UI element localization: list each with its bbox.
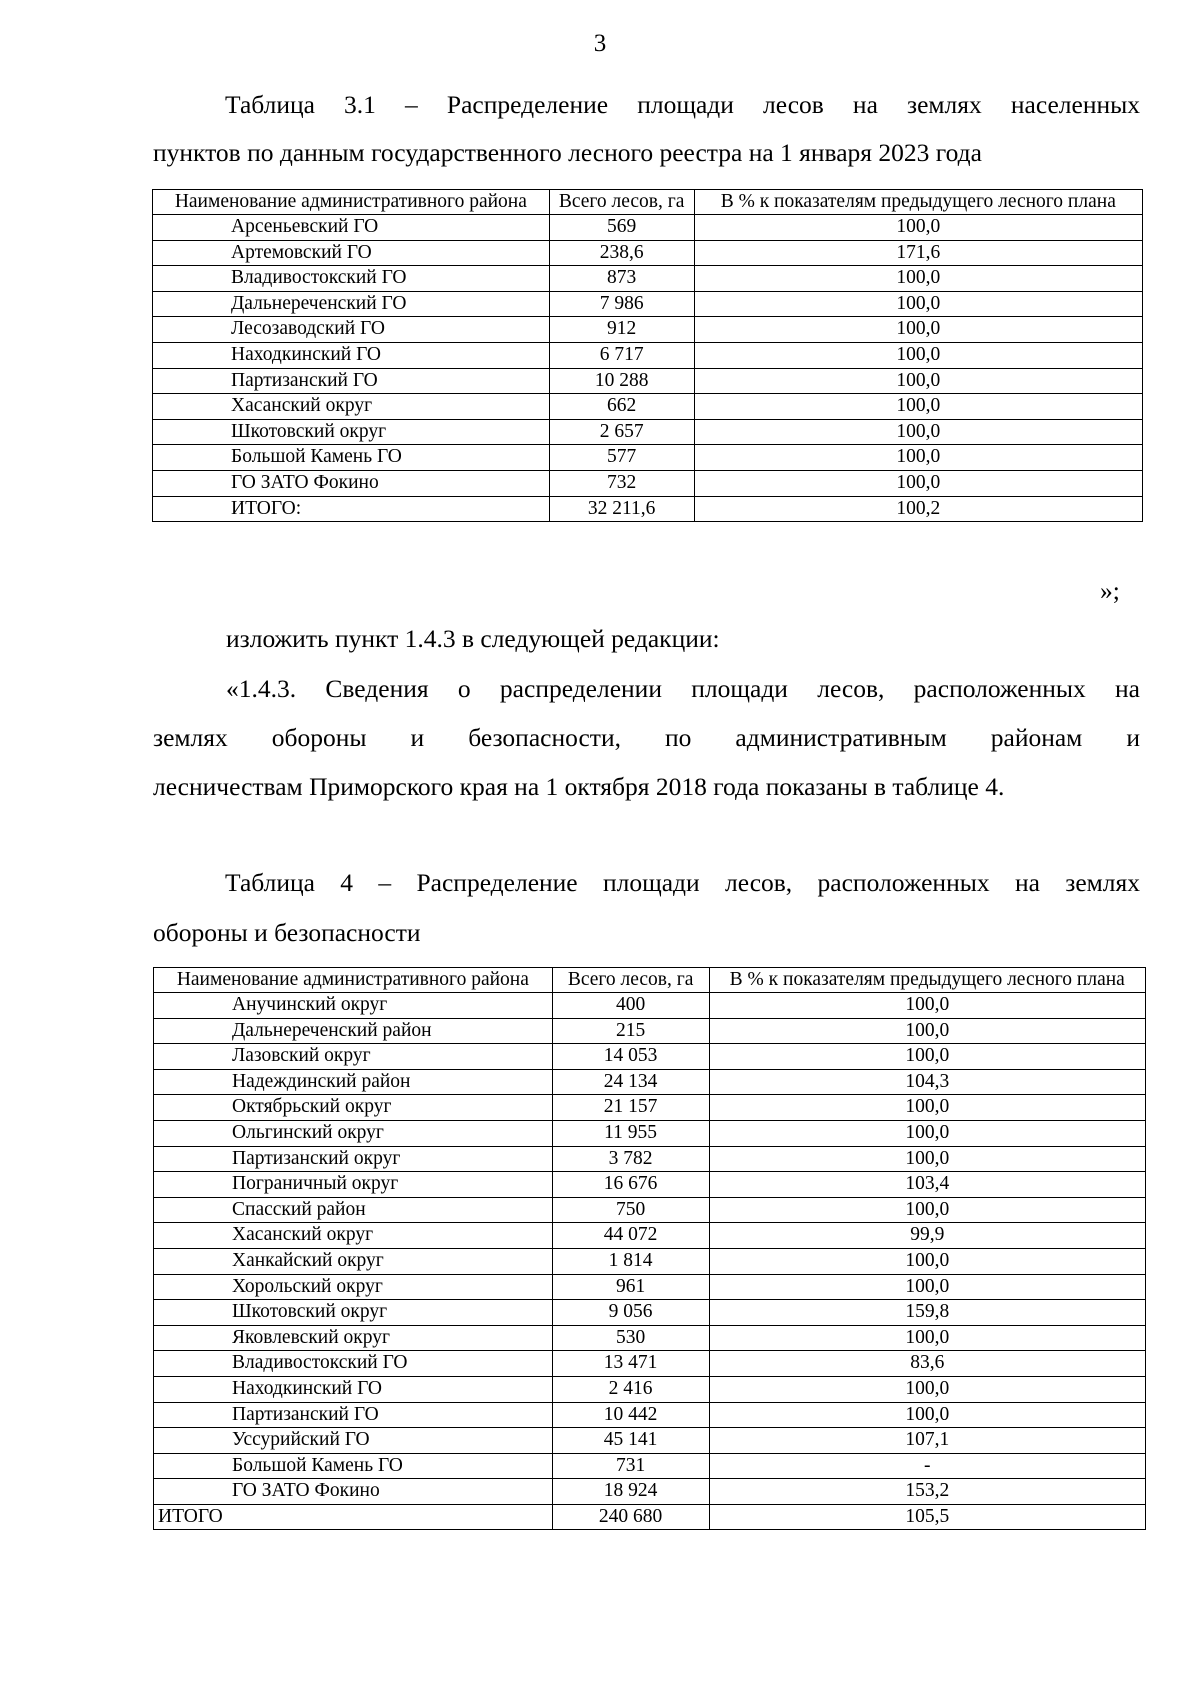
table-row <box>153 215 1143 241</box>
row-total: 912 <box>549 317 694 343</box>
table4-header-pct: В % к показателям предыдущего лесного плана <box>709 968 1145 993</box>
row-pct: 100,0 <box>694 215 1142 241</box>
table-3-1 <box>152 189 1143 522</box>
row-name: ИТОГО: <box>153 496 550 522</box>
row-total: 873 <box>549 266 694 292</box>
row-total: 32 211,6 <box>549 496 694 522</box>
row-pct: 107,1 <box>709 1428 1145 1454</box>
table-row <box>154 1300 1146 1326</box>
row-pct: 100,0 <box>694 445 1142 471</box>
table-row <box>153 240 1143 266</box>
instruction-text: изложить пункт 1.4.3 в следующей редакции: <box>226 624 720 653</box>
row-pct: 105,5 <box>709 1504 1145 1530</box>
row-name: Арсеньевский ГО <box>153 215 550 241</box>
row-pct: 153,2 <box>709 1479 1145 1505</box>
row-total: 44 072 <box>552 1223 709 1249</box>
row-pct: 100,0 <box>709 1248 1145 1274</box>
row-pct: 100,0 <box>709 1197 1145 1223</box>
table-row <box>154 1044 1146 1070</box>
row-total: 11 955 <box>552 1120 709 1146</box>
row-pct: 100,0 <box>709 1018 1145 1044</box>
row-name: Партизанский округ <box>154 1146 553 1172</box>
table-row <box>154 1120 1146 1146</box>
table-row <box>154 1428 1146 1454</box>
table-row <box>154 1479 1146 1505</box>
row-name: Хорольский округ <box>154 1274 553 1300</box>
table-row <box>153 368 1143 394</box>
row-name: Владивостокский ГО <box>153 266 550 292</box>
table31-header-name: Наименование административного района <box>153 190 550 215</box>
row-total: 215 <box>552 1018 709 1044</box>
row-pct: 100,0 <box>694 342 1142 368</box>
table-row <box>153 317 1143 343</box>
row-pct: - <box>709 1453 1145 1479</box>
row-total: 18 924 <box>552 1479 709 1505</box>
row-pct: 100,0 <box>694 470 1142 496</box>
row-name: Находкинский ГО <box>153 342 550 368</box>
table-total-row <box>154 1504 1146 1530</box>
row-pct: 100,0 <box>709 1376 1145 1402</box>
row-pct: 103,4 <box>709 1172 1145 1198</box>
row-name: Владивостокский ГО <box>154 1351 553 1377</box>
table-row <box>154 1197 1146 1223</box>
row-total: 7 986 <box>549 291 694 317</box>
row-pct: 100,0 <box>709 1120 1145 1146</box>
table4-caption-line2: обороны и безопасности <box>153 918 421 947</box>
row-name: Дальнереченский ГО <box>153 291 550 317</box>
table-row <box>153 470 1143 496</box>
row-total: 45 141 <box>552 1428 709 1454</box>
row-total: 400 <box>552 993 709 1019</box>
table-row <box>154 1146 1146 1172</box>
table-row <box>154 1223 1146 1249</box>
row-total: 1 814 <box>552 1248 709 1274</box>
table-row <box>154 1095 1146 1121</box>
row-total: 662 <box>549 394 694 420</box>
row-name: Октябрьский округ <box>154 1095 553 1121</box>
table-total-row <box>153 496 1143 522</box>
row-total: 6 717 <box>549 342 694 368</box>
row-name: ГО ЗАТО Фокино <box>154 1479 553 1505</box>
table-row <box>153 266 1143 292</box>
row-total: 732 <box>549 470 694 496</box>
row-pct: 100,0 <box>694 291 1142 317</box>
table-row <box>153 445 1143 471</box>
row-pct: 100,0 <box>694 317 1142 343</box>
row-total: 530 <box>552 1325 709 1351</box>
row-total: 569 <box>549 215 694 241</box>
row-total: 2 416 <box>552 1376 709 1402</box>
row-total: 10 442 <box>552 1402 709 1428</box>
row-name: Партизанский ГО <box>153 368 550 394</box>
table-row <box>153 394 1143 420</box>
row-name: Ольгинский округ <box>154 1120 553 1146</box>
row-pct: 100,0 <box>709 1095 1145 1121</box>
table4-header-name: Наименование административного района <box>154 968 553 993</box>
row-name: Находкинский ГО <box>154 1376 553 1402</box>
row-total: 9 056 <box>552 1300 709 1326</box>
row-total: 750 <box>552 1197 709 1223</box>
table-row <box>154 1402 1146 1428</box>
row-total: 961 <box>552 1274 709 1300</box>
row-name: Пограничный округ <box>154 1172 553 1198</box>
table-row <box>154 1069 1146 1095</box>
table4-header-total: Всего лесов, га <box>552 968 709 993</box>
row-pct: 83,6 <box>709 1351 1145 1377</box>
row-total: 240 680 <box>552 1504 709 1530</box>
row-pct: 100,0 <box>694 368 1142 394</box>
table-row <box>154 1325 1146 1351</box>
row-name: ИТОГО <box>154 1504 553 1530</box>
row-name: Шкотовский округ <box>154 1300 553 1326</box>
row-pct: 99,9 <box>709 1223 1145 1249</box>
row-pct: 104,3 <box>709 1069 1145 1095</box>
row-name: Дальнереченский район <box>154 1018 553 1044</box>
table31-caption-line1: Таблица 3.1 – Распределение площади лесов на землях населенных <box>225 90 1140 119</box>
row-pct: 100,0 <box>709 1325 1145 1351</box>
page-number: 3 <box>593 30 607 57</box>
row-name: Большой Камень ГО <box>153 445 550 471</box>
row-pct: 100,2 <box>694 496 1142 522</box>
table-row <box>154 1351 1146 1377</box>
row-total: 21 157 <box>552 1095 709 1121</box>
table-row <box>153 291 1143 317</box>
row-total: 2 657 <box>549 419 694 445</box>
row-pct: 100,0 <box>709 1146 1145 1172</box>
table-4 <box>153 967 1146 1530</box>
table31-caption-line2: пунктов по данным государственного лесного реестра на 1 января 2023 года <box>153 138 982 167</box>
row-name: Ханкайский округ <box>154 1248 553 1274</box>
row-pct: 100,0 <box>709 1044 1145 1070</box>
row-total: 238,6 <box>549 240 694 266</box>
row-name: Анучинский округ <box>154 993 553 1019</box>
section-143-line3: лесничествам Приморского края на 1 октября 2018 года показаны в таблице 4. <box>153 772 1005 801</box>
row-name: Уссурийский ГО <box>154 1428 553 1454</box>
row-name: Лазовский округ <box>154 1044 553 1070</box>
closing-quote: »; <box>1100 576 1120 605</box>
row-name: Хасанский округ <box>153 394 550 420</box>
section-143-line1: «1.4.3. Сведения о распределении площади лесов, расположенных на <box>226 674 1140 703</box>
table-row <box>154 1453 1146 1479</box>
table-row <box>153 419 1143 445</box>
row-name: Надеждинский район <box>154 1069 553 1095</box>
table31-header-pct: В % к показателям предыдущего лесного плана <box>694 190 1142 215</box>
table4-caption-line1: Таблица 4 – Распределение площади лесов, расположенных на землях <box>225 868 1140 897</box>
table-row <box>153 342 1143 368</box>
row-pct: 100,0 <box>694 394 1142 420</box>
row-total: 16 676 <box>552 1172 709 1198</box>
table-row <box>154 1018 1146 1044</box>
row-name: Артемовский ГО <box>153 240 550 266</box>
row-total: 577 <box>549 445 694 471</box>
row-total: 13 471 <box>552 1351 709 1377</box>
row-pct: 100,0 <box>694 419 1142 445</box>
row-pct: 100,0 <box>709 1274 1145 1300</box>
row-total: 10 288 <box>549 368 694 394</box>
section-143-line2: землях обороны и безопасности, по административным районам и <box>153 723 1140 752</box>
row-total: 24 134 <box>552 1069 709 1095</box>
row-total: 14 053 <box>552 1044 709 1070</box>
row-total: 3 782 <box>552 1146 709 1172</box>
row-name: ГО ЗАТО Фокино <box>153 470 550 496</box>
row-name: Яковлевский округ <box>154 1325 553 1351</box>
row-name: Большой Камень ГО <box>154 1453 553 1479</box>
table-row <box>154 1248 1146 1274</box>
table-row <box>154 1376 1146 1402</box>
table-row <box>154 993 1146 1019</box>
row-name: Лесозаводский ГО <box>153 317 550 343</box>
row-pct: 100,0 <box>709 1402 1145 1428</box>
row-pct: 100,0 <box>709 993 1145 1019</box>
row-name: Шкотовский округ <box>153 419 550 445</box>
table31-header-total: Всего лесов, га <box>549 190 694 215</box>
row-pct: 159,8 <box>709 1300 1145 1326</box>
row-name: Хасанский округ <box>154 1223 553 1249</box>
row-name: Спасский район <box>154 1197 553 1223</box>
table-row <box>154 1274 1146 1300</box>
row-pct: 171,6 <box>694 240 1142 266</box>
table-row <box>154 1172 1146 1198</box>
row-total: 731 <box>552 1453 709 1479</box>
row-pct: 100,0 <box>694 266 1142 292</box>
row-name: Партизанский ГО <box>154 1402 553 1428</box>
